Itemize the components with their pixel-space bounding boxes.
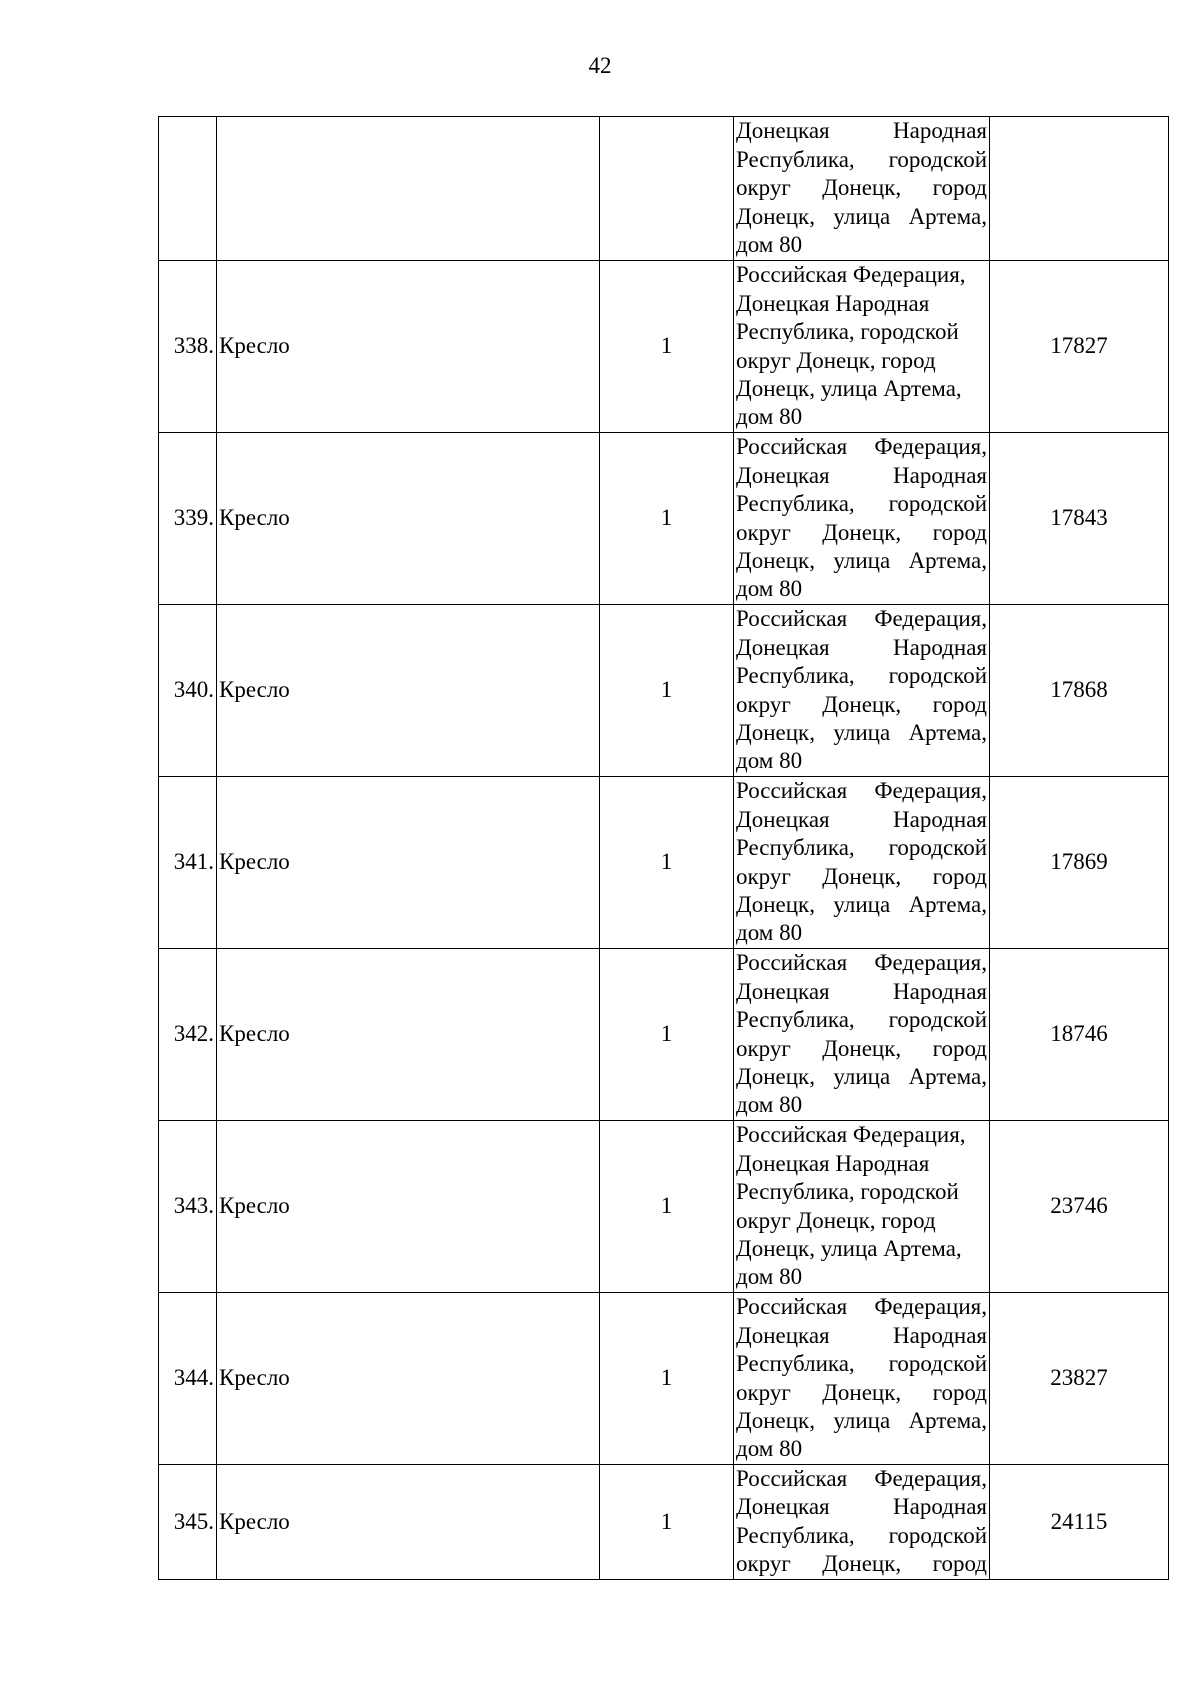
item-name-cell: Кресло (217, 261, 600, 433)
address-line: Донецкая Народная (736, 118, 987, 144)
inventory-code-cell: 17827 (990, 261, 1169, 433)
quantity-cell: 1 (600, 605, 734, 777)
row-number-cell: 340. (159, 605, 217, 777)
row-number-cell: 341. (159, 777, 217, 949)
address-line: округ Донецк, город (736, 1207, 936, 1233)
address-line: округ Донецк, город (736, 863, 987, 889)
item-name-cell: Кресло (217, 1293, 600, 1465)
row-number-cell: 339. (159, 433, 217, 605)
address-line: Российская Федерация, (736, 1294, 987, 1320)
address-line: дом 80 (736, 1264, 803, 1290)
address-line: округ Донецк, город (736, 1035, 987, 1061)
address-line: Российская Федерация, (736, 778, 987, 804)
address-cell (734, 949, 990, 1121)
row-number-cell: 344. (159, 1293, 217, 1465)
inventory-code-cell: 23746 (990, 1121, 1169, 1293)
item-name-cell: Кресло (217, 777, 600, 949)
address-line: округ Донецк, город (736, 1551, 987, 1577)
address-cell (734, 1121, 990, 1293)
inventory-code-cell: 18746 (990, 949, 1169, 1121)
quantity-cell (600, 117, 734, 261)
quantity-cell: 1 (600, 1121, 734, 1293)
quantity-cell: 1 (600, 777, 734, 949)
address-line: округ Донецк, город (736, 175, 987, 201)
address-line: Донецк, улица Артема, (736, 1235, 962, 1261)
inventory-code-cell: 24115 (990, 1465, 1169, 1580)
address-line: округ Донецк, город (736, 691, 987, 717)
address-cell (734, 1465, 990, 1580)
address-cell (734, 605, 990, 777)
address-line: дом 80 (736, 1092, 803, 1118)
address-line: дом 80 (736, 232, 803, 258)
address-cell (734, 1293, 990, 1465)
address-line: округ Донецк, город (736, 347, 936, 373)
item-name-cell: Кресло (217, 1465, 600, 1580)
address-line: Донецк, улица Артема, (736, 1063, 987, 1089)
address-line: округ Донецк, город (736, 1379, 987, 1405)
address-cell (734, 777, 990, 949)
address-line: Российская Федерация, (736, 262, 966, 288)
inventory-code-cell: 23827 (990, 1293, 1169, 1465)
address-line: округ Донецк, город (736, 519, 987, 545)
inventory-code-cell: 17869 (990, 777, 1169, 949)
item-name-cell: Кресло (217, 1121, 600, 1293)
table-row (159, 777, 1169, 949)
address-line: Республика, городской (736, 1351, 987, 1377)
address-line: Донецк, улица Артема, (736, 1407, 987, 1433)
address-line: Донецкая Народная (736, 806, 987, 832)
address-cell (734, 433, 990, 605)
address-line: Донецк, улица Артема, (736, 891, 987, 917)
table-row (159, 261, 1169, 433)
address-line: Республика, городской (736, 1179, 959, 1205)
address-line: Донецкая Народная (736, 634, 987, 660)
item-name-cell: Кресло (217, 605, 600, 777)
address-line: Республика, городской (736, 146, 987, 172)
address-line: Донецкая Народная (736, 1322, 987, 1348)
table-row (159, 605, 1169, 777)
item-name-cell: Кресло (217, 949, 600, 1121)
address-line: дом 80 (736, 404, 803, 430)
address-line: дом 80 (736, 576, 803, 602)
inventory-code-cell: 17868 (990, 605, 1169, 777)
item-name-cell (217, 117, 600, 261)
inventory-code-cell (990, 117, 1169, 261)
inventory-code-cell: 17843 (990, 433, 1169, 605)
page-number: 42 (588, 53, 612, 78)
address-line: дом 80 (736, 1436, 803, 1462)
address-line: дом 80 (736, 920, 803, 946)
table-row (159, 1121, 1169, 1293)
quantity-cell: 1 (600, 949, 734, 1121)
address-line: Республика, городской (736, 1522, 987, 1548)
address-line: Российская Федерация, (736, 606, 987, 632)
table-row (159, 1465, 1169, 1580)
address-line: Донецкая Народная (736, 462, 987, 488)
address-line: Республика, городской (736, 491, 987, 517)
address-line: дом 80 (736, 748, 803, 774)
address-line: Республика, городской (736, 319, 959, 345)
address-cell (734, 117, 990, 261)
address-line: Российская Федерация, (736, 1466, 987, 1491)
address-line: Донецк, улица Артема, (736, 375, 962, 401)
item-name-cell: Кресло (217, 433, 600, 605)
address-line: Донецкая Народная (736, 290, 930, 316)
row-number-cell (159, 117, 217, 261)
quantity-cell: 1 (600, 261, 734, 433)
address-line: Республика, городской (736, 835, 987, 861)
address-line: Донецкая Народная (736, 1150, 930, 1176)
table-row (159, 949, 1169, 1121)
address-line: Российская Федерация, (736, 950, 987, 976)
table-row (159, 117, 1169, 261)
address-line: Республика, городской (736, 1007, 987, 1033)
address-line: Республика, городской (736, 663, 987, 689)
table-row (159, 1293, 1169, 1465)
address-line: Российская Федерация, (736, 1122, 966, 1148)
address-line: Российская Федерация, (736, 434, 987, 460)
row-number-cell: 345. (159, 1465, 217, 1580)
inventory-table (158, 116, 1169, 1580)
row-number-cell: 343. (159, 1121, 217, 1293)
table-body (159, 117, 1169, 1580)
address-line: Донецкая Народная (736, 978, 987, 1004)
quantity-cell: 1 (600, 433, 734, 605)
address-line: Донецк, улица Артема, (736, 203, 987, 229)
quantity-cell: 1 (600, 1465, 734, 1580)
table-row (159, 433, 1169, 605)
address-cell (734, 261, 990, 433)
row-number-cell: 338. (159, 261, 217, 433)
address-line: Донецкая Народная (736, 1494, 987, 1520)
address-line: Донецк, улица Артема, (736, 719, 987, 745)
quantity-cell: 1 (600, 1293, 734, 1465)
address-line: Донецк, улица Артема, (736, 547, 987, 573)
row-number-cell: 342. (159, 949, 217, 1121)
